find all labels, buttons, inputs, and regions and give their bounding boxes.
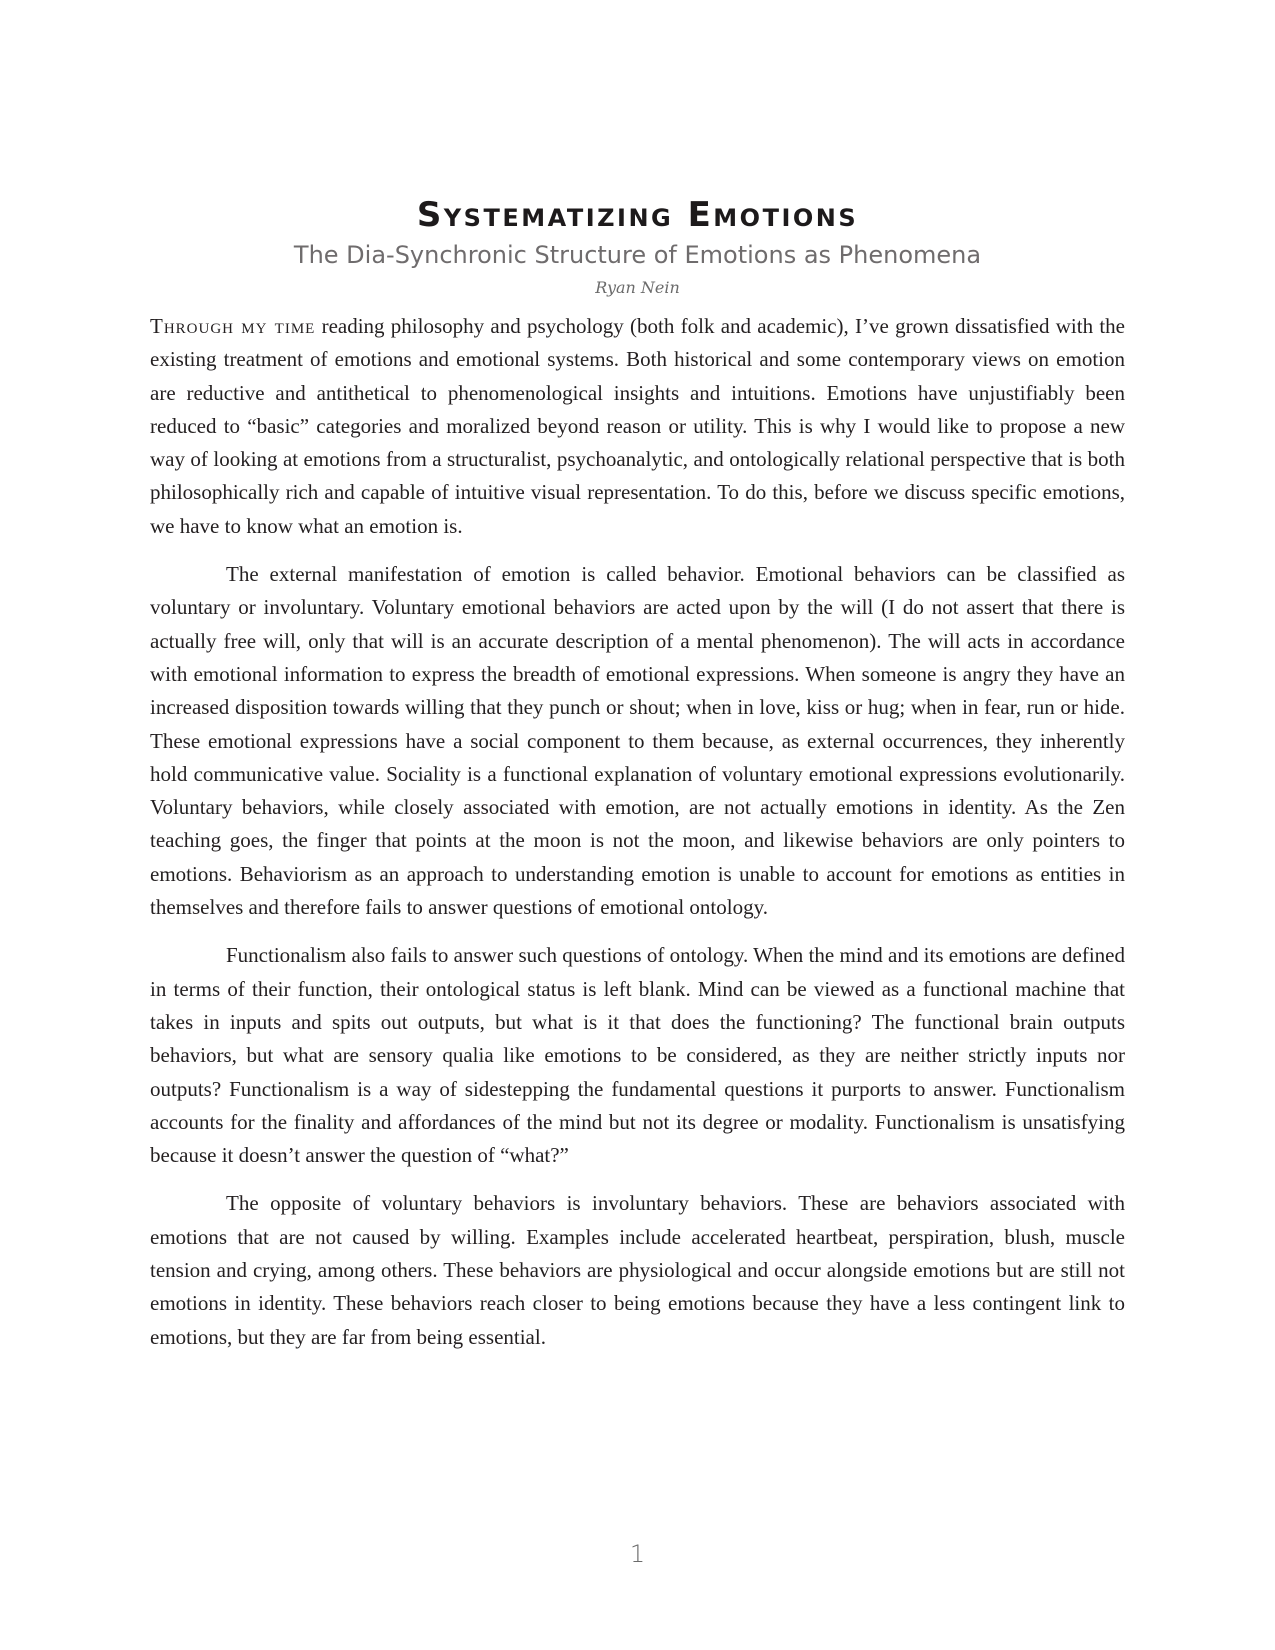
body-text [150, 310, 1125, 1369]
paragraph-text: reading philosophy and psychology (both folk and academic), I’ve grown dissatisfied with the existing treatment of emotions and emotional systems. Both historical and some contemporary views on emotion are reductive and antithetical to phenomenological insights and intuitions. Emotions have unjustifiably been reduced to “basic” categories and moralized beyond reason or utility. This is why I would like to propose a new way of looking at emotions from a structuralist, psychoanalytic, and ontologically relational perspective that is both philosophically rich and capable of intuitive visual representation. To do this, before we discuss specific emotions, we have to know what an emotion is. [150, 314, 1125, 538]
paragraph-2: The external manifestation of emotion is called behavior. Emotional behaviors can be classified as voluntary or involuntary. Voluntary emotional behaviors are acted upon by the will (I do not assert that there is actually free will, only that will is an accurate description of a mental phenomenon). The will acts in accordance with emotional information to express the breadth of emotional expressions. When someone is angry they have an increased disposition towards willing that they punch or shout; when in love, kiss or hug; when in fear, run or hide. These emotional expressions have a social component to them because, as external occurrences, they inherently hold communicative value. Sociality is a functional explanation of voluntary emotional expressions evolutionarily. Voluntary behaviors, while closely associated with emotion, are not actually emotions in identity. As the Zen teaching goes, the finger that points at the moon is not the moon, and likewise behaviors are only pointers to emotions. Behaviorism as an approach to understanding emotion is unable to account for emotions as entities in themselves and therefore fails to answer questions of emotional ontology. [150, 562, 1125, 920]
paragraph-4: The opposite of voluntary behaviors is involuntary behaviors. These are behaviors associated with emotions that are not caused by willing. Examples include accelerated heartbeat, perspiration, blush, muscle tension and crying, among others. These behaviors are physiological and occur alongside emotions but are still not emotions in identity. These behaviors reach closer to being emotions because they have a less contingent link to emotions, but they are far from being essential. [150, 1191, 1125, 1349]
paragraph-lead-in: Through my time [150, 314, 316, 338]
document-title: Systematizing Emotions [416, 195, 859, 235]
paragraph-1 [150, 310, 1125, 543]
author-name: Ryan Nein [595, 278, 680, 297]
document-header [150, 193, 1125, 301]
paragraph-3: Functionalism also fails to answer such questions of ontology. When the mind and its emotions are defined in terms of their function, their ontological status is left blank. Mind can be viewed as a functional machine that takes in inputs and spits out outputs, but what is it that does the functioning? The functional brain outputs behaviors, but what are sensory qualia like emotions to be considered, as they are neither strictly inputs nor outputs? Functionalism is a way of sidestepping the fundamental questions it purports to answer. Functionalism accounts for the finality and affordances of the mind but not its degree or modality. Functionalism is unsatisfying because it doesn’t answer the question of “what?” [150, 943, 1125, 1168]
page-number: 1 [629, 1540, 646, 1568]
document-subtitle: The Dia-Synchronic Structure of Emotions as Phenomena [293, 241, 982, 269]
